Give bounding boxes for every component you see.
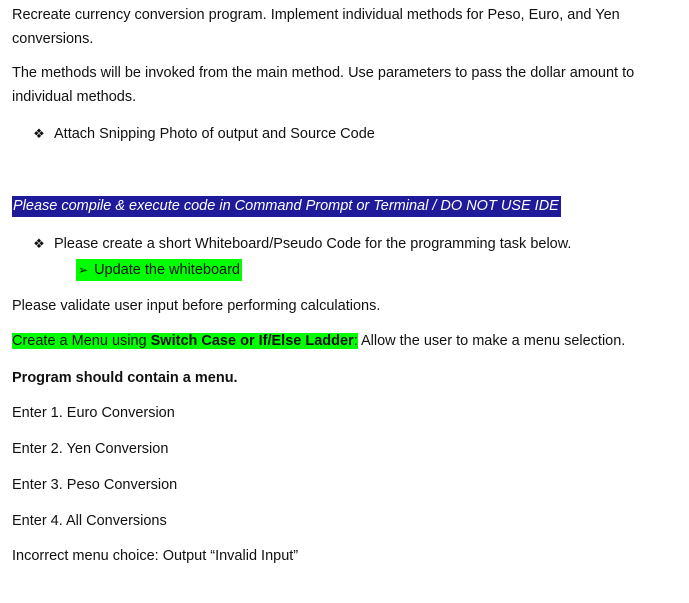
update-highlight [76, 259, 242, 281]
diamond-bullet-icon: ❖ [33, 126, 45, 141]
menu-instruction-bold: Switch Case or If/Else Ladder [150, 333, 354, 349]
program-heading: Program should contain a menu. [12, 370, 238, 386]
menu-option-peso: Enter 3. Peso Conversion [12, 477, 178, 493]
whiteboard-bullet-text: Please create a short Whiteboard/Pseudo Code for the programming task below. [54, 236, 572, 252]
attach-bullet [32, 123, 375, 145]
methods-paragraph: The methods will be invoked from the main method. Use parameters to pass the dollar amount to individual methods. [12, 65, 635, 105]
intro-paragraph: Recreate currency conversion program. Implement individual methods for Peso, Euro, and Yen conversions. [12, 7, 620, 47]
menu-instruction-prefix: Create a Menu using [12, 333, 151, 349]
whiteboard-bullet [32, 233, 571, 255]
arrow-bullet-icon: ➢ [78, 263, 89, 277]
menu-option-yen: Enter 2. Yen Conversion [12, 441, 169, 457]
diamond-bullet-icon: ❖ [33, 236, 45, 251]
menu-instruction-highlight [12, 333, 358, 349]
update-whiteboard-bullet [76, 259, 242, 281]
validate-line: Please validate user input before performing calculations. [12, 298, 381, 314]
menu-option-all: Enter 4. All Conversions [12, 513, 167, 529]
menu-instruction-colon: : [353, 333, 358, 349]
menu-instruction-line [12, 330, 625, 352]
update-whiteboard-text: Update the whiteboard [94, 262, 240, 278]
attach-bullet-text: Attach Snipping Photo of output and Source Code [54, 126, 375, 142]
invalid-choice-line: Incorrect menu choice: Output “Invalid Input” [12, 548, 299, 564]
compile-banner: Please compile & execute code in Command Prompt or Terminal / DO NOT USE IDE [12, 196, 561, 217]
menu-option-euro: Enter 1. Euro Conversion [12, 405, 175, 421]
menu-instruction-rest: Allow the user to make a menu selection. [357, 333, 626, 349]
